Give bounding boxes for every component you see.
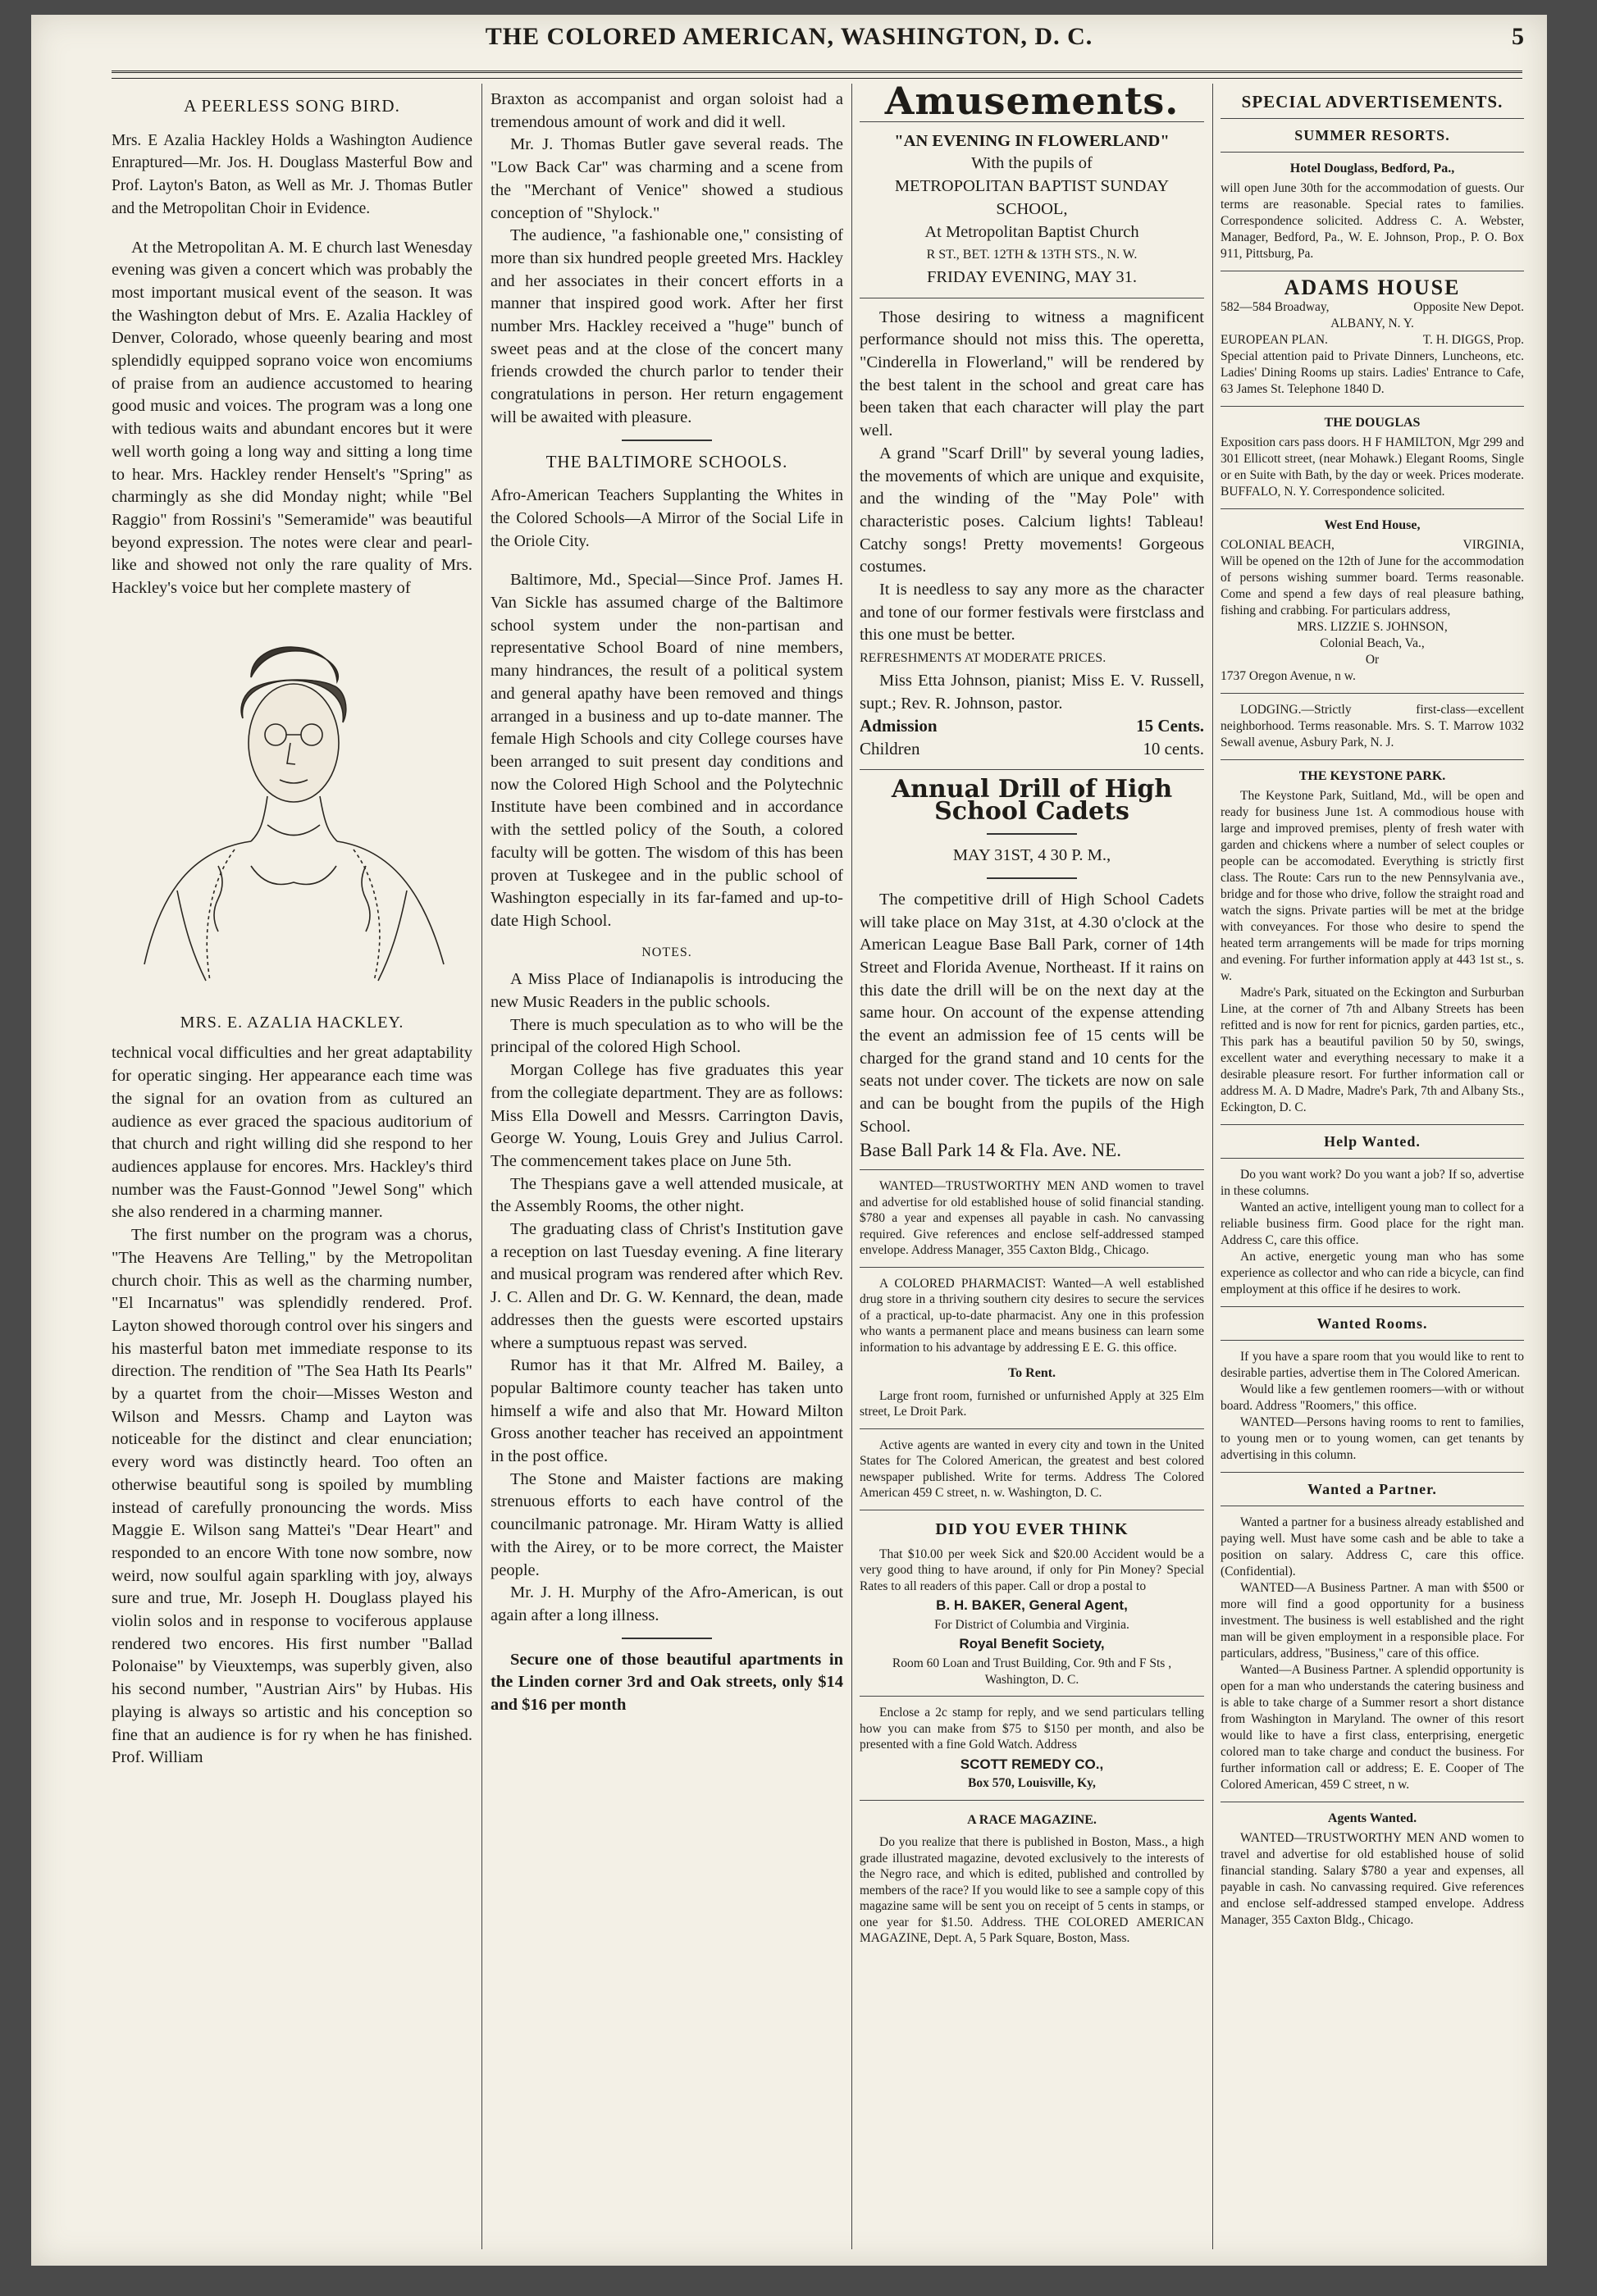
note-item: Secure one of those beautiful apartments in the Linden corner 3rd and Oak streets, only $14 and $16 per month [491, 1650, 843, 1715]
section-divider [860, 1800, 1204, 1801]
section-divider [1221, 1472, 1524, 1473]
section-divider [860, 1428, 1204, 1429]
classified-ad: Wanted an active, intelligent young man to collect for a reliable business firm. Good place for the right man. Address C, care this office. [1221, 1200, 1524, 1247]
classified-ad: An active, energetic young man who has some experience as collector and who can ride a bicycle, can find employment at this office if he desires to work. [1221, 1250, 1524, 1296]
ad-line: Box 570, Louisville, Ky, [968, 1776, 1096, 1791]
column-1 [112, 89, 472, 1770]
ad-heading: West End House, [1324, 518, 1421, 532]
article-paragraph: The first number on the program was a chorus, "The Heavens Are Telling," by the Metropolitan church choir. This as well as the charming number, "El Incarnatus" was splendidly rendered. Prof. Layton showed thorough control over his singers and his masterful baton met immediate response to its direction. The rendition of "The Sea Hath Its Pearls" by a quartet from the choir—Misses Weston and Wilson and Messrs. Champ and Layton was noticeable for the distinct and clear enunciation; every word was distinctly heard. Too often an otherwise beautiful song is spoiled by mumbling instead of carefully pronouncing the words. Miss Maggie E. Wilson sang Mattei's "Dear Heart" and responded to an encore With tone now sombre, now weird, now soulful again sparkling with joy, always sure and true, Mr. Joseph H. Douglass played his violin solos and in response to vociferous applause rendered two encores. His first number "Ballad Polonaise" by Vieuxtemps, was superbly given, also his second number, "Austrian Airs" by Hubas. His playing is always so artistic and his conception so fine that an audience is for ry when he has finished. Prof. William [112, 1226, 472, 1767]
classified-ad: Would like a few gentlemen roomers—with or without board. Address "Roomers," this office. [1221, 1383, 1524, 1413]
classified-ad: WANTED—TRUSTWORTHY MEN AND women to travel and advertise for old established house of solid financial standing. Salary $780 a year and expenses, all payable in cash. No canvassing required. Give references and enclose self-addressed stamped envelope. Address Manager, 355 Caxton Bldg., Chicago. [1221, 1831, 1524, 1927]
section-heading: Help Wanted. [1324, 1133, 1421, 1150]
column-2 [491, 89, 843, 1717]
note-item: Morgan College has five graduates this year from the collegiate department. They are as follows: Miss Ella Dowell and Messrs. Carrington Davis, George W. Young, Louis Grey and Julius Carrol. The commencement takes place on June 5th. [491, 1061, 843, 1170]
ad-row [1221, 332, 1524, 348]
amusements-title: Amusements. [884, 79, 1179, 123]
event-line: METROPOLITAN BAPTIST SUNDAY [894, 177, 1170, 196]
classified-ad: Large front room, furnished or unfurnished Apply at 325 Elm street, Le Droit Park. [860, 1388, 1204, 1419]
note-item: There is much speculation as to who will be the principal of the colored High School. [491, 1015, 843, 1057]
event-line: REFRESHMENTS AT MODERATE PRICES. [860, 651, 1106, 666]
event-paragraph: It is needless to say any more as the character and tone of our former festivals were firstclass and this one must be better. [860, 581, 1204, 645]
admission-label: Admission [860, 716, 938, 736]
section-divider [1221, 693, 1524, 694]
classified-ad: Will be opened on the 12th of June for the accommodation of persons wishing summer board. Terms reasonable. Come and spend a few days of real pleasure bathing, fishing and crabbing. For particulars address, [1221, 554, 1524, 617]
special-ads-title: SPECIAL ADVERTISEMENTS. [1241, 92, 1503, 112]
drill-paragraph: The competitive drill of High School Cadets will take place on May 31st, at 4.30 o'clock at the American League Base Ball Park, corner of 14th Street and Florida Avenue, Northeast. If it rains on this date the drill will be on the next day at the same hour. On account of the expense attending the event an admission fee of 15 cents will be charged for the grand stand and 10 cents for the seats not under cover. The tickets are now on sale and can be bought from the pupils of the High School. [860, 890, 1204, 1136]
classified-ad: Special attention paid to Private Dinners, Luncheons, etc. Ladies' Dining Rooms up stairs. Ladies' Entrance to Cafe, 63 James St. Telephone 1840 D. [1221, 349, 1524, 396]
classified-ad: Enclose a 2c stamp for reply, and we send particulars telling how you can make from $75 to $150 per month, and also be presented with a fine Gold Watch. Address [860, 1706, 1204, 1752]
event-line: FRIDAY EVENING, MAY 31. [926, 267, 1138, 286]
ad-line: VIRGINIA, [1462, 538, 1524, 552]
ad-line: EUROPEAN PLAN. [1221, 333, 1328, 347]
ad-line: Colonial Beach, Va., [1320, 636, 1425, 650]
ad-row [1221, 299, 1524, 316]
admission-price: 15 Cents. [1136, 716, 1204, 736]
masthead-rule [112, 71, 1522, 79]
classified-ad: Do you realize that there is published in Boston, Mass., a high grade illustrated magazine, devoted exclusively to the interests of the Negro race, and which is edited, published and controlled by members of the race? If you would like to see a sample copy of this magazine same will be sent you on receipt of 5 cents in stamps, or one year for $1.50. Address. THE COLORED AMERICAN MAGAZINE, Dept. A, 5 Park Square, Boston, Mass. [860, 1835, 1204, 1946]
ad-line: ALBANY, N. Y. [1330, 317, 1414, 330]
article-paragraph: Braxton as accompanist and organ soloist had a tremendous amount of work and did it well. [491, 90, 843, 131]
notes-heading: NOTES. [641, 945, 692, 959]
section-divider [1221, 759, 1524, 760]
ad-line: 582—584 Broadway, [1221, 300, 1330, 314]
ad-heading: A RACE MAGAZINE. [967, 1812, 1097, 1827]
section-divider [860, 769, 1204, 770]
section-divider [860, 1696, 1204, 1697]
article-paragraph: At the Metropolitan A. M. E church last Wenesday evening was given a concert which was probably the most important musical event of the season. It was the Washington debut of Mrs. E. Azalia Hackley of Denver, Colorado, whose queenly bearing and most splendidly equipped soprano voice won encomiums of praise from an audience accustomed to hearing good music and voices. The program was a long one with tedious waits and abundant encores but it were well worth going a long way and sitting a long time to hear. Mrs. Hackley render Henselt's "Spring" as charmingly as she did Monday night; while "Bel Raggio" from Rossini's "Semeramide" was beautiful beyond expression. The notes were clear and pearl-like and showed not only the rare quality of Mrs. Hackley's voice but her complete mastery of [112, 238, 472, 598]
column-3 [860, 79, 1204, 1947]
ad-name: Royal Benefit Society, [959, 1636, 1105, 1652]
drill-title: Annual Drill of High School Cadets [891, 774, 1173, 827]
section-divider [860, 1169, 1204, 1170]
ad-row [1221, 537, 1524, 554]
classified-ad: The Keystone Park, Suitland, Md., will be open and ready for business June 1st. A commodious house with large and improved premises, plenty of fresh water with garden and chickens where a number of select couples or people can be accomodated. Everything is strictly first class. The Route: Cars run to the new Pennsylvania ave., bridge and for those who drive, follow the straight road and watch the signs. Private parties will be met at the bridge with conveyances. For those who desire to spend the heated term arrangements will be made for trips morning and evening. For further information apply at 443 1st st., s. w. [1221, 789, 1524, 983]
ad-line: Or [1365, 653, 1380, 667]
article-paragraph: The audience, "a fashionable one," consisting of more than six hundred people greeted Mrs. Hackley and her associates in their concert efforts in a manner that inspired good work. After her first number Mrs. Hackley received a "huge" bunch of sweet peas and at the close of the concert many friends crowded the church parlor to tender their congratulations in person. Her return engagement will be awaited with pleasure. [491, 226, 843, 426]
section-heading: Wanted Rooms. [1316, 1315, 1428, 1332]
article-deck: Afro-American Teachers Supplanting the Whites in the Colored Schools—A Mirror of the Social Life in the Oriole City. [491, 487, 843, 550]
event-title: "AN EVENING IN FLOWERLAND" [894, 131, 1170, 150]
ad-name: SCOTT REMEDY CO., [960, 1756, 1104, 1772]
note-item: Mr. J. H. Murphy of the Afro-American, is out again after a long illness. [491, 1583, 843, 1624]
classified-ad: WANTED—Persons having rooms to rent to families, to young men or to young women, can get tenants by advertising in this column. [1221, 1415, 1524, 1462]
section-divider [860, 1267, 1204, 1268]
event-line: At Metropolitan Baptist Church [924, 222, 1139, 241]
classified-ad: WANTED—TRUSTWORTHY MEN AND women to travel and advertise for old established house of solid financial standing. $780 a year and expenses all payable in cash. No canvassing required. Give references and enclose self-addressed stamped envelope. Address Manager, 355 Caxton Bldg., Chicago. [860, 1179, 1204, 1258]
section-divider [1221, 152, 1524, 153]
article-deck: Mrs. E Azalia Hackley Holds a Washington Audience Enraptured—Mr. Jos. H. Douglass Masterful Bow and Prof. Layton's Baton, as Well as Mr. J. Thomas Butler and the Metropolitan Choir in Evidence. [112, 131, 472, 217]
ad-heading: THE KEYSTONE PARK. [1298, 769, 1446, 783]
section-heading: SUMMER RESORTS. [1294, 127, 1450, 144]
section-divider [1221, 508, 1524, 509]
event-line: SCHOOL, [996, 199, 1068, 218]
drill-place: Base Ball Park 14 & Fla. Ave. NE. [860, 1139, 1121, 1160]
column-rule [851, 84, 852, 2249]
classified-ad: That $10.00 per week Sick and $20.00 Accident would be a very good thing to have around, if only for Pin Money? Special Rates to all readers of this paper. Call or drop a postal to [860, 1547, 1204, 1593]
article-paragraph: technical vocal difficulties and her great adaptability for operatic singing. Her appearance each time was the signal for an ovation from as cultured an audience as ever graced the spacious auditorium of that church and right willing did she respond to her audiences applause for encores. Mrs. Hackley's third number was the Faust-Gonnod "Jewel Song" which she also rendered in a charming manner. [112, 1044, 472, 1222]
ad-name: B. H. BAKER, General Agent, [936, 1597, 1128, 1614]
ad-line: Opposite New Depot. [1413, 300, 1524, 314]
ad-heading: THE DOUGLAS [1324, 416, 1421, 430]
ad-heading: To Rent. [1007, 1366, 1056, 1381]
ad-heading: Hotel Douglass, Bedford, Pa., [1289, 162, 1455, 175]
section-divider [1221, 1158, 1524, 1159]
portrait-illustration [128, 620, 456, 1005]
article-heading: A PEERLESS SONG BIRD. [184, 96, 400, 116]
classified-ad: Active agents are wanted in every city and town in the United States for The Colored American, the greatest and best colored newspaper published. Write for terms. Address The Colored American 459 C street, n. w. Washington, D. C. [860, 1437, 1204, 1501]
article-paragraph: Baltimore, Md., Special—Since Prof. James H. Van Sickle has assumed charge of the Baltimore school system under the non-partisan and representative School Board of nine members, many hindrances, the result of a political system and general apathy have been removed and things arranged in a business and up to-date manner. The female High Schools and city College courses have been arranged to suit present day conditions and now the Colored High School and the Polytechnic Institute have been combined and in accordance with the settled policy of the South, a colored faculty will be gotten. The wisdom of this has been proven at Tuskegee and in the public school of Washington especially in its far-famed and up-to-date High School. [491, 571, 843, 930]
article-paragraph: Mr. J. Thomas Butler gave several reads. The "Low Back Car" was charming and a scene from the "Merchant of Venice" showed a studious conception of "Shylock." [491, 135, 843, 222]
children-price: 10 cents. [1143, 738, 1204, 758]
section-divider [1221, 118, 1524, 119]
portrait-caption: MRS. E. AZALIA HACKLEY. [180, 1013, 404, 1032]
classified-ad: Wanted a partner for a business already established and paying well. Must have some cash and be able to take a position on salary. Address C, care this office. (Confidential). [1221, 1515, 1524, 1578]
classified-ad: Exposition cars pass doors. H F HAMILTON, Mgr 299 and 301 Ellicott street, (near Mohawk.) Elegant Rooms, Single or en Suite with Bath, by the day or week. Prices moderate. BUFFALO, N. Y. Correspondence solicited. [1221, 435, 1524, 499]
section-divider [987, 877, 1077, 879]
ad-line: COLONIAL BEACH, [1221, 538, 1335, 552]
article-heading: THE BALTIMORE SCHOOLS. [545, 451, 788, 472]
event-paragraph: Those desiring to witness a magnificent performance should not miss this. The operetta, "Cinderella in Flowerland," will be rendered by the best talent in the school and great care has been taken that each character will play the part well. [860, 308, 1204, 440]
event-paragraph: Miss Etta Johnson, pianist; Miss E. V. Russell, supt.; Rev. R. Johnson, pastor. [860, 671, 1204, 713]
section-divider [1221, 1124, 1524, 1125]
column-rule [481, 84, 482, 2249]
note-item: The Stone and Maister factions are making strenuous efforts to each have control of the councilmanic patronage. Mr. Hiram Watty is allied with the Airey, or to be more correct, the Maister people. [491, 1469, 843, 1579]
section-divider [622, 1638, 712, 1639]
note-item: The graduating class of Christ's Institution gave a reception on last Tuesday evening. A fine literary and musical program was rendered after which Rev. J. C. Allen and Dr. G. W. Kennard, the dean, made addresses then the guests were escorted upstairs where a sumptuous repast was served. [491, 1220, 843, 1352]
children-row [860, 738, 1204, 761]
classified-ad: will open June 30th for the accommodation of guests. Our terms are reasonable. Special rates to families. Correspondence solicited. Address C. A. Webster, Manager, Bedford, Pa., W. E. Johnson, Prop., P. O. Box 911, Pittsburg, Pa. [1221, 181, 1524, 261]
ad-line: For District of Columbia and Virginia. [934, 1617, 1129, 1632]
classified-ad: Madre's Park, situated on the Eckington and Surburban Line, at the corner of 7th and Albany Streets has been refitted and is now for rent for picnics, garden parties, etc., This park has a beautiful pavilion 50 by 50, swings, excellent water and everything necessary to make it a desirable pleasure resort. For further information call or address M. A. D Madre, Madre's Park, 7th and Albany Sts., Eckington, D. C. [1221, 986, 1524, 1114]
ad-heading: DID YOU EVER THINK [935, 1519, 1129, 1538]
event-line: With the pupils of [971, 154, 1093, 173]
ad-heading: ADAMS HOUSE [1284, 276, 1461, 299]
masthead: THE COLORED AMERICAN, WASHINGTON, D. C. [485, 23, 1093, 50]
admission-row [860, 715, 1204, 738]
classified-ad: A COLORED PHARMACIST: Wanted—A well established drug store in a thriving southern city desires to secure the services of a practical, up-to-date pharmacist. Any one in this profession who wants a permanent place and means business can learn some information to his advantage by addressing E E. G. this office. [860, 1276, 1204, 1355]
note-item: A Miss Place of Indianapolis is introducing the new Music Readers in the public schools. [491, 970, 843, 1012]
ad-line: MRS. LIZZIE S. JOHNSON, [1297, 620, 1448, 634]
ad-line: T. H. DIGGS, Prop. [1422, 333, 1524, 347]
section-divider [1221, 406, 1524, 407]
drill-date: MAY 31ST, 4 30 P. M., [952, 846, 1111, 865]
ad-line: Room 60 Loan and Trust Building, Cor. 9th and F Sts , Washington, D. C. [892, 1656, 1172, 1687]
newspaper-page [31, 15, 1547, 2266]
section-divider [1221, 1306, 1524, 1307]
event-line: R ST., BET. 12TH & 13TH STS., N. W. [926, 248, 1138, 262]
section-heading: Wanted a Partner. [1307, 1481, 1437, 1497]
classified-ad: Do you want work? Do you want a job? If so, advertise in these columns. [1221, 1168, 1524, 1198]
column-4 [1221, 89, 1524, 1929]
section-divider [1221, 1340, 1524, 1341]
section-divider [987, 833, 1077, 835]
classified-ad: WANTED—A Business Partner. A man with $500 or more will find a good opportunity for a business investment. The business is well established and the right man will be given employment in a responsible place. For particulars, address, "Business," care of this office. [1221, 1581, 1524, 1660]
note-item: The Thespians gave a well attended musicale, at the Assembly Rooms, the other night. [491, 1174, 843, 1216]
classified-ad: If you have a spare room that you would like to rent to desirable parties, advertise them in The Colored American. [1221, 1350, 1524, 1380]
column-rule [1212, 84, 1213, 2249]
note-item: Rumor has it that Mr. Alfred M. Bailey, a popular Baltimore county teacher has taken unto himself a wife and also that Mr. Howard Milton Gross another teacher has received an appointment in the post office. [491, 1356, 843, 1466]
classified-ad: LODGING.—Strictly first-class—excellent neighborhood. Terms reasonable. Mrs. S. T. Marrow 1032 Sewall avenue, Asbury Park, N. J. [1221, 703, 1524, 749]
section-divider [622, 440, 712, 441]
children-label: Children [860, 738, 920, 758]
page-number: 5 [1512, 23, 1524, 50]
event-paragraph: A grand "Scarf Drill" by several young ladies, the movements of which are unique and exquisite, and the winding of the "May Pole" with characteristic poses. Calcium lights! Tableau! Catchy songs! Pretty movements! Gorgeous costumes. [860, 444, 1204, 576]
classified-ad: Wanted—A Business Partner. A splendid opportunity is open for a man who understands the catering business and is able to take charge of a Summer resort a short distance from Washington in Maryland. The owner of this resort would like to have a first class, enterprising, energetic colored man to take charge and conduct the business. For further information call or address; E. E. Cooper of The Colored American, 459 C street, n w. [1221, 1663, 1524, 1792]
ad-line: 1737 Oregon Avenue, n w. [1221, 669, 1356, 683]
section-heading: Agents Wanted. [1327, 1811, 1417, 1825]
